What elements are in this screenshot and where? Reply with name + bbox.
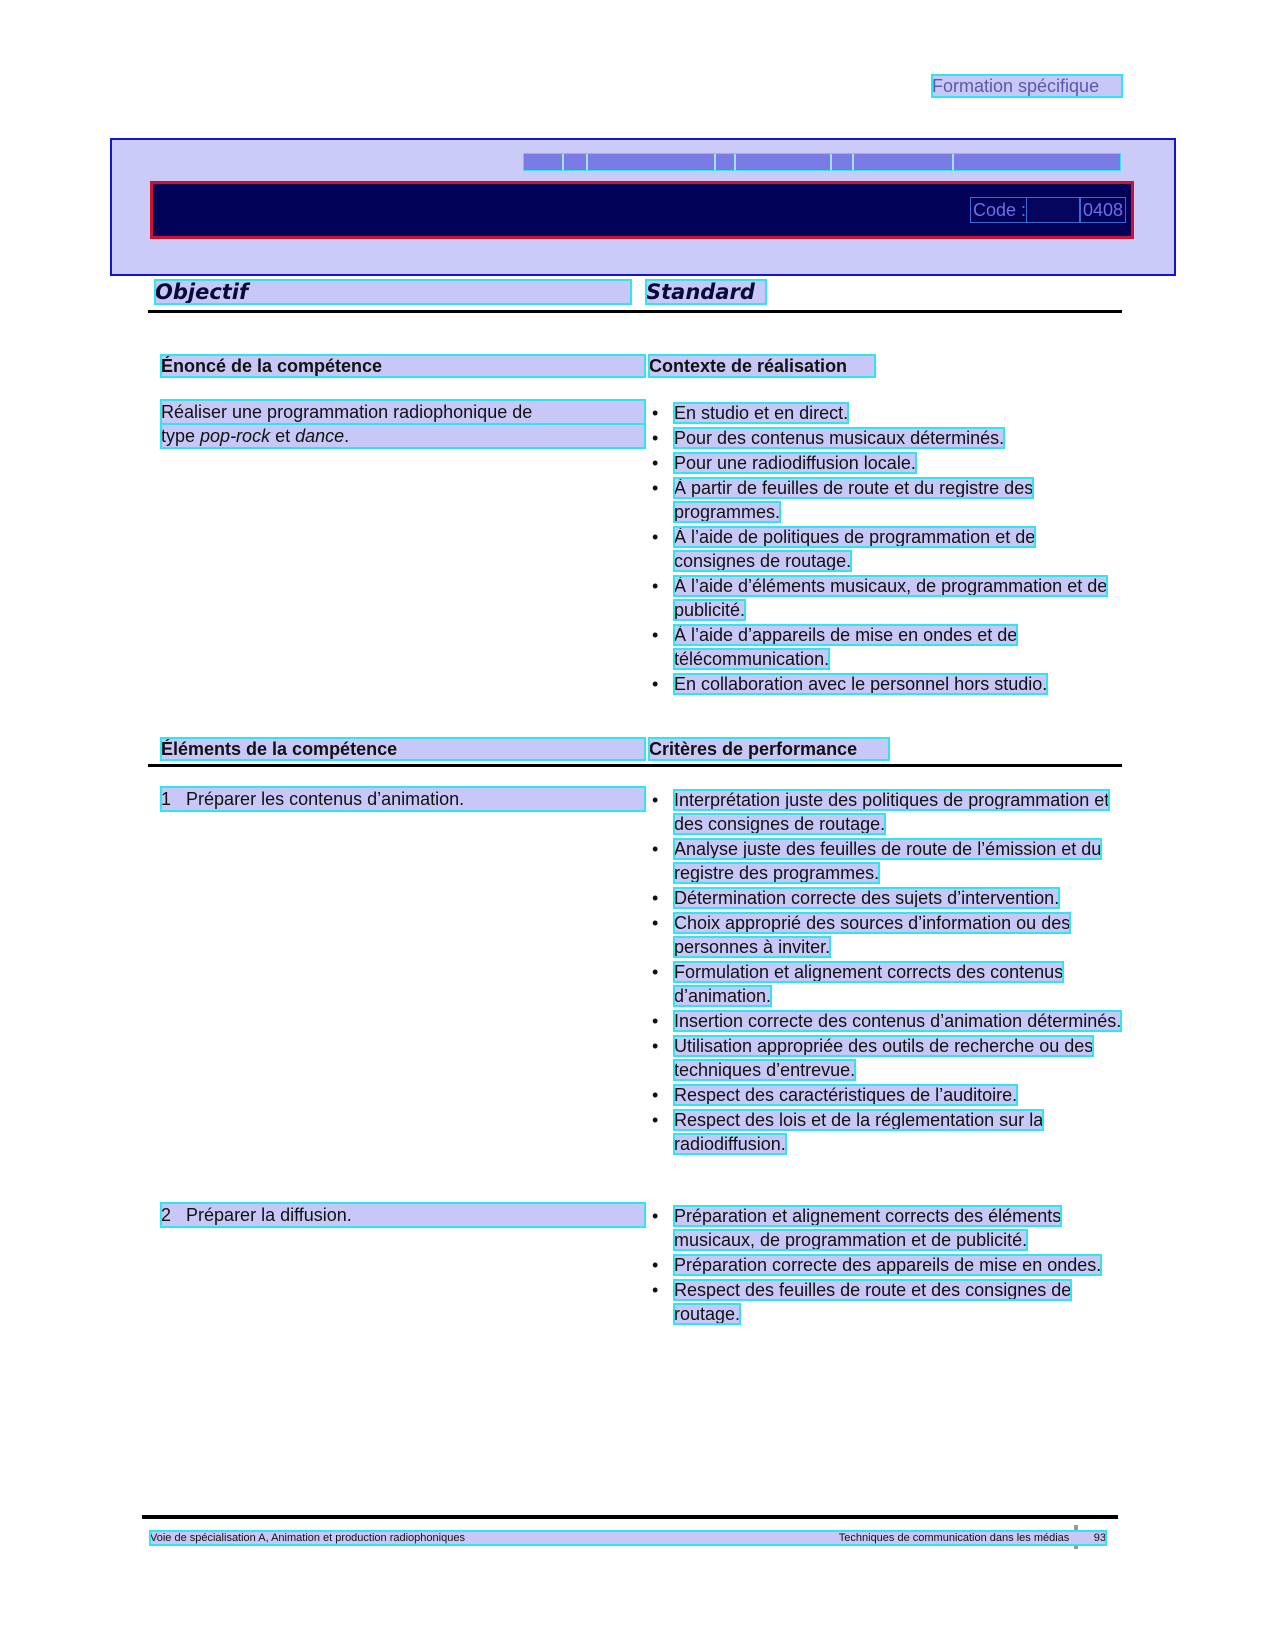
code-label: Code : <box>973 200 1027 220</box>
context-text: Pour une radiodiffusion locale. <box>674 453 916 473</box>
banner-bar-strip <box>524 154 1120 170</box>
context-item <box>652 672 1112 696</box>
context-item <box>652 525 1112 573</box>
context-text: À partir de feuilles de route et du registre des programmes. <box>674 478 1034 522</box>
bullet-icon: • <box>652 1085 659 1105</box>
competency-statement <box>161 400 645 448</box>
element-1 <box>161 787 645 811</box>
element-number: 1 <box>161 789 172 809</box>
element-label: Préparer la diffusion. <box>186 1205 352 1225</box>
code-value: 0408 <box>1083 200 1124 220</box>
statement-heading: Énoncé de la compétence <box>161 355 645 377</box>
bullet-icon: • <box>652 1255 659 1275</box>
criterion-text: Analyse juste des feuilles de route de l’émission et du registre des programmes. <box>674 839 1102 883</box>
elements-heading: Éléments de la compétence <box>161 738 645 760</box>
criterion-text: Choix approprié des sources d’information ou des personnes à inviter. <box>674 913 1071 957</box>
bullet-icon: • <box>652 962 659 982</box>
context-text: À l’aide d’éléments musicaux, de programmation et de publicité. <box>674 576 1108 620</box>
criteria-list-2 <box>652 1204 1112 1327</box>
footer-right <box>839 1531 1106 1545</box>
bullet-icon: • <box>652 453 659 473</box>
statement-text: et <box>270 426 296 446</box>
code-separator <box>1027 198 1079 222</box>
element-label: Préparer les contenus d’animation. <box>186 789 465 809</box>
criterion-item <box>652 1009 1122 1033</box>
objective-heading: Objectif <box>155 280 631 304</box>
context-text: Pour des contenus musicaux déterminés. <box>674 428 1005 448</box>
context-item <box>652 401 1112 425</box>
bullet-icon: • <box>652 913 659 933</box>
bullet-icon: • <box>652 674 659 694</box>
criterion-text: Interprétation juste des politiques de programmation et des consignes de routage. <box>674 790 1110 834</box>
title-banner <box>110 138 1176 276</box>
context-text: En studio et en direct. <box>674 403 849 423</box>
context-list <box>652 401 1112 697</box>
bullet-icon: • <box>652 576 659 596</box>
context-item <box>652 623 1112 671</box>
criterion-item <box>652 1278 1112 1326</box>
bullet-icon: • <box>652 839 659 859</box>
standard-heading: Standard <box>646 280 766 304</box>
context-item <box>652 476 1112 524</box>
criterion-text: Détermination correcte des sujets d’intervention. <box>674 888 1060 908</box>
footer-left: Voie de spécialisation A, Animation et production radiophoniques <box>150 1532 465 1544</box>
statement-genre-dance: dance <box>295 426 345 446</box>
bullet-icon: • <box>652 1280 659 1300</box>
criterion-item <box>652 788 1122 836</box>
element-number: 2 <box>161 1205 172 1225</box>
statement-genre-poprock: pop-rock <box>200 426 271 446</box>
bullet-icon: • <box>652 1036 659 1056</box>
header-rule <box>148 310 1122 313</box>
context-item <box>652 574 1112 622</box>
bullet-icon: • <box>652 1206 659 1226</box>
bullet-icon: • <box>652 403 659 423</box>
code-band <box>150 181 1134 239</box>
criterion-text: Insertion correcte des contenus d’animation déterminés. <box>674 1011 1122 1031</box>
bullet-icon: • <box>652 527 659 547</box>
criterion-text: Respect des caractéristiques de l’auditoire. <box>674 1085 1018 1105</box>
bullet-icon: • <box>652 1011 659 1031</box>
criterion-item <box>652 1034 1122 1082</box>
context-text: À l’aide de politiques de programmation et de consignes de routage. <box>674 527 1036 571</box>
footer-rule <box>142 1515 1118 1519</box>
criterion-text: Formulation et alignement corrects des contenus d’animation. <box>674 962 1064 1006</box>
bullet-icon: • <box>652 478 659 498</box>
criterion-item <box>652 1253 1112 1277</box>
criterion-item <box>652 837 1122 885</box>
criterion-text: Préparation correcte des appareils de mise en ondes. <box>674 1255 1102 1275</box>
page-footer <box>150 1531 1106 1545</box>
criteria-heading: Critères de performance <box>649 738 889 760</box>
criterion-item <box>652 960 1122 1008</box>
bullet-icon: • <box>652 888 659 908</box>
page-number: 93 <box>1093 1532 1106 1544</box>
elements-rule <box>148 764 1122 767</box>
criterion-item <box>652 1108 1122 1156</box>
bullet-icon: • <box>652 1110 659 1130</box>
element-2 <box>161 1203 645 1227</box>
criterion-item <box>652 1204 1112 1252</box>
statement-text: . <box>344 426 350 446</box>
criterion-text: Respect des lois et de la réglementation sur la radiodiffusion. <box>674 1110 1044 1154</box>
criterion-item <box>652 1083 1122 1107</box>
context-text: En collaboration avec le personnel hors studio. <box>674 674 1048 694</box>
bullet-icon: • <box>652 790 659 810</box>
criterion-text: Utilisation appropriée des outils de recherche ou des techniques d’entrevue. <box>674 1036 1094 1080</box>
statement-text: type <box>161 426 201 446</box>
criterion-text: Respect des feuilles de route et des consignes de routage. <box>674 1280 1072 1324</box>
criteria-list-1 <box>652 788 1122 1157</box>
criterion-text: Préparation et alignement corrects des éléments musicaux, de programmation et de publicité. <box>674 1206 1062 1250</box>
context-text: À l’aide d’appareils de mise en ondes et de télécommunication. <box>674 625 1018 669</box>
criterion-item <box>652 886 1122 910</box>
running-head: Formation spécifique <box>932 75 1122 97</box>
criterion-item <box>652 911 1122 959</box>
bullet-icon: • <box>652 428 659 448</box>
context-item <box>652 426 1112 450</box>
context-heading: Contexte de réalisation <box>649 355 875 377</box>
footer-program: Techniques de communication dans les médias <box>838 1532 1070 1544</box>
bullet-icon: • <box>652 625 659 645</box>
context-item <box>652 451 1112 475</box>
statement-line-1: Réaliser une programmation radiophonique de <box>161 402 533 422</box>
